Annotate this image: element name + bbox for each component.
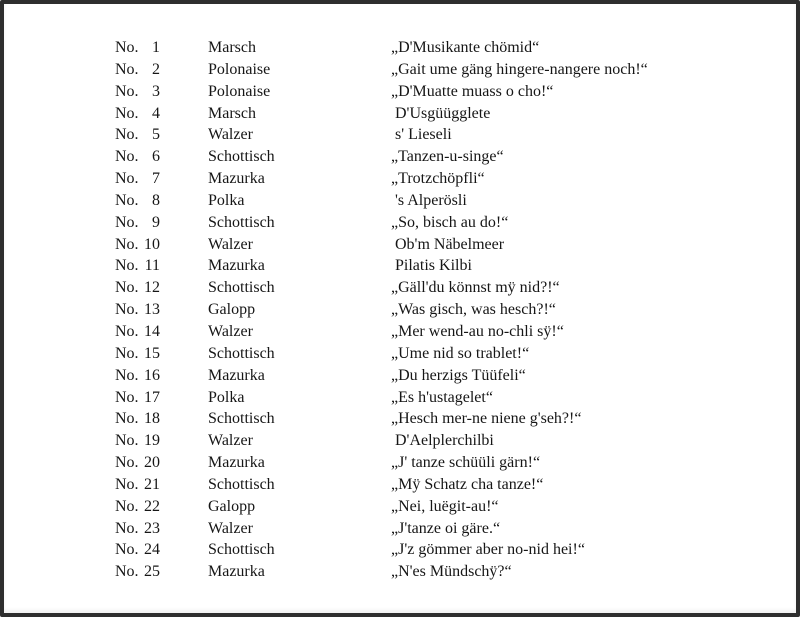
dance-type: Polka <box>208 388 245 406</box>
list-row <box>4 430 796 452</box>
row-number-prefix: No. <box>115 148 139 166</box>
list-row <box>4 124 796 146</box>
dance-type: Mazurka <box>208 454 265 472</box>
row-number-prefix: No. <box>115 301 139 319</box>
list-row <box>4 255 796 277</box>
dance-type: Mazurka <box>208 170 265 188</box>
dance-type: Walzer <box>208 322 253 340</box>
dance-title: „D'Musikante chömid“ <box>391 39 540 56</box>
dance-title: „Mer wend-au no-chli sÿ!“ <box>391 322 564 340</box>
dance-type: Walzer <box>208 519 253 537</box>
row-number: 15 <box>144 344 160 362</box>
row-number: 2 <box>152 60 160 78</box>
dance-title: „D'Muatte muass o cho!“ <box>391 82 554 100</box>
dance-title: D'Aelplerchilbi <box>391 432 494 450</box>
row-number: 5 <box>152 126 160 144</box>
document-page <box>4 4 796 613</box>
dance-type: Marsch <box>208 39 256 56</box>
row-number-prefix: No. <box>115 344 139 362</box>
list-row <box>4 321 796 343</box>
dance-title: „Trotzchöpfli“ <box>391 170 485 188</box>
list-row <box>4 496 796 518</box>
row-number: 8 <box>152 191 160 209</box>
dance-title: „Es h'ustagelet“ <box>391 388 493 406</box>
list-row <box>4 408 796 430</box>
row-number-prefix: No. <box>115 191 139 209</box>
dance-type: Mazurka <box>208 257 265 275</box>
row-number-prefix: No. <box>115 432 139 450</box>
dance-type: Polka <box>208 191 245 209</box>
list-row <box>4 190 796 212</box>
row-number: 1 <box>152 39 160 56</box>
row-number-prefix: No. <box>115 563 139 581</box>
row-number-prefix: No. <box>115 126 139 144</box>
list-row <box>4 37 796 59</box>
list-row <box>4 299 796 321</box>
dance-list <box>4 37 796 583</box>
list-row <box>4 518 796 540</box>
dance-type: Schottisch <box>208 410 275 428</box>
dance-title: „Ume nid so trablet!“ <box>391 344 530 362</box>
row-number-prefix: No. <box>115 279 139 297</box>
list-row <box>4 343 796 365</box>
dance-type: Schottisch <box>208 148 275 166</box>
row-number: 3 <box>152 82 160 100</box>
dance-type: Mazurka <box>208 563 265 581</box>
row-number-prefix: No. <box>115 541 139 559</box>
row-number: 11 <box>144 257 160 275</box>
dance-type: Schottisch <box>208 213 275 231</box>
row-number: 20 <box>144 454 160 472</box>
row-number: 19 <box>144 432 160 450</box>
row-number-prefix: No. <box>115 170 139 188</box>
row-number-prefix: No. <box>115 366 139 384</box>
list-row <box>4 474 796 496</box>
dance-title: „Du herzigs Tüüfeli“ <box>391 366 526 384</box>
dance-title: „J'z gömmer aber no-nid hei!“ <box>391 541 585 559</box>
row-number: 24 <box>144 541 160 559</box>
dance-title: „Mÿ Schatz cha tanze!“ <box>391 475 544 493</box>
list-row <box>4 387 796 409</box>
row-number-prefix: No. <box>115 213 139 231</box>
dance-type: Schottisch <box>208 344 275 362</box>
row-number-prefix: No. <box>115 104 139 122</box>
dance-type: Polonaise <box>208 60 271 78</box>
list-row <box>4 59 796 81</box>
list-row <box>4 561 796 583</box>
dance-title: D'Usgüügglete <box>391 104 491 122</box>
dance-title: „Hesch mer-ne niene g'seh?!“ <box>391 410 582 428</box>
row-number: 18 <box>144 410 160 428</box>
dance-type: Marsch <box>208 104 256 122</box>
dance-title: „Gäll'du könnst mÿ nid?!“ <box>391 279 560 297</box>
row-number: 22 <box>144 497 160 515</box>
dance-type: Galopp <box>208 301 256 319</box>
list-row <box>4 103 796 125</box>
row-number-prefix: No. <box>115 454 139 472</box>
dance-type: Walzer <box>208 432 253 450</box>
dance-title: Ob'm Näbelmeer <box>391 235 505 253</box>
list-row <box>4 539 796 561</box>
row-number-prefix: No. <box>115 235 139 253</box>
row-number-prefix: No. <box>115 475 139 493</box>
row-number-prefix: No. <box>115 410 139 428</box>
row-number: 9 <box>152 213 160 231</box>
row-number: 7 <box>152 170 160 188</box>
dance-title: „J'tanze oi gäre.“ <box>391 519 501 537</box>
dance-type: Polonaise <box>208 82 271 100</box>
row-number-prefix: No. <box>115 39 139 56</box>
row-number: 6 <box>152 148 160 166</box>
dance-title: „Nei, luëgit-au!“ <box>391 497 499 515</box>
row-number: 23 <box>144 519 160 537</box>
dance-title: „Tanzen-u-singe“ <box>391 148 504 166</box>
dance-type: Mazurka <box>208 366 265 384</box>
list-row <box>4 146 796 168</box>
dance-type: Schottisch <box>208 475 275 493</box>
dance-type: Walzer <box>208 126 253 144</box>
dance-type: Schottisch <box>208 541 275 559</box>
list-row <box>4 365 796 387</box>
list-row <box>4 81 796 103</box>
row-number: 13 <box>144 301 160 319</box>
dance-title: 's Alperösli <box>391 191 467 209</box>
dance-title: „N'es Mündschÿ?“ <box>391 563 512 581</box>
row-number-prefix: No. <box>115 60 139 78</box>
row-number: 21 <box>144 475 160 493</box>
row-number: 10 <box>144 235 160 253</box>
row-number-prefix: No. <box>115 388 139 406</box>
row-number: 16 <box>144 366 160 384</box>
list-row <box>4 168 796 190</box>
row-number-prefix: No. <box>115 519 139 537</box>
list-row <box>4 277 796 299</box>
row-number: 17 <box>144 388 160 406</box>
dance-type: Galopp <box>208 497 256 515</box>
row-number: 14 <box>144 322 160 340</box>
dance-title: „So, bisch au do!“ <box>391 213 509 231</box>
row-number-prefix: No. <box>115 497 139 515</box>
row-number: 25 <box>144 563 160 581</box>
row-number: 4 <box>152 104 160 122</box>
row-number-prefix: No. <box>115 322 139 340</box>
dance-type: Schottisch <box>208 279 275 297</box>
list-row <box>4 452 796 474</box>
dance-title: „Gait ume gäng hingere-nangere noch!“ <box>391 60 648 78</box>
row-number-prefix: No. <box>115 257 139 275</box>
dance-title: s' Lieseli <box>391 126 452 144</box>
list-row <box>4 212 796 234</box>
dance-title: „Was gisch, was hesch?!“ <box>391 301 556 319</box>
dance-title: Pilatis Kilbi <box>391 257 472 275</box>
row-number-prefix: No. <box>115 82 139 100</box>
dance-title: „J' tanze schüüli gärn!“ <box>391 454 541 472</box>
list-row <box>4 234 796 256</box>
dance-type: Walzer <box>208 235 253 253</box>
row-number: 12 <box>144 279 160 297</box>
